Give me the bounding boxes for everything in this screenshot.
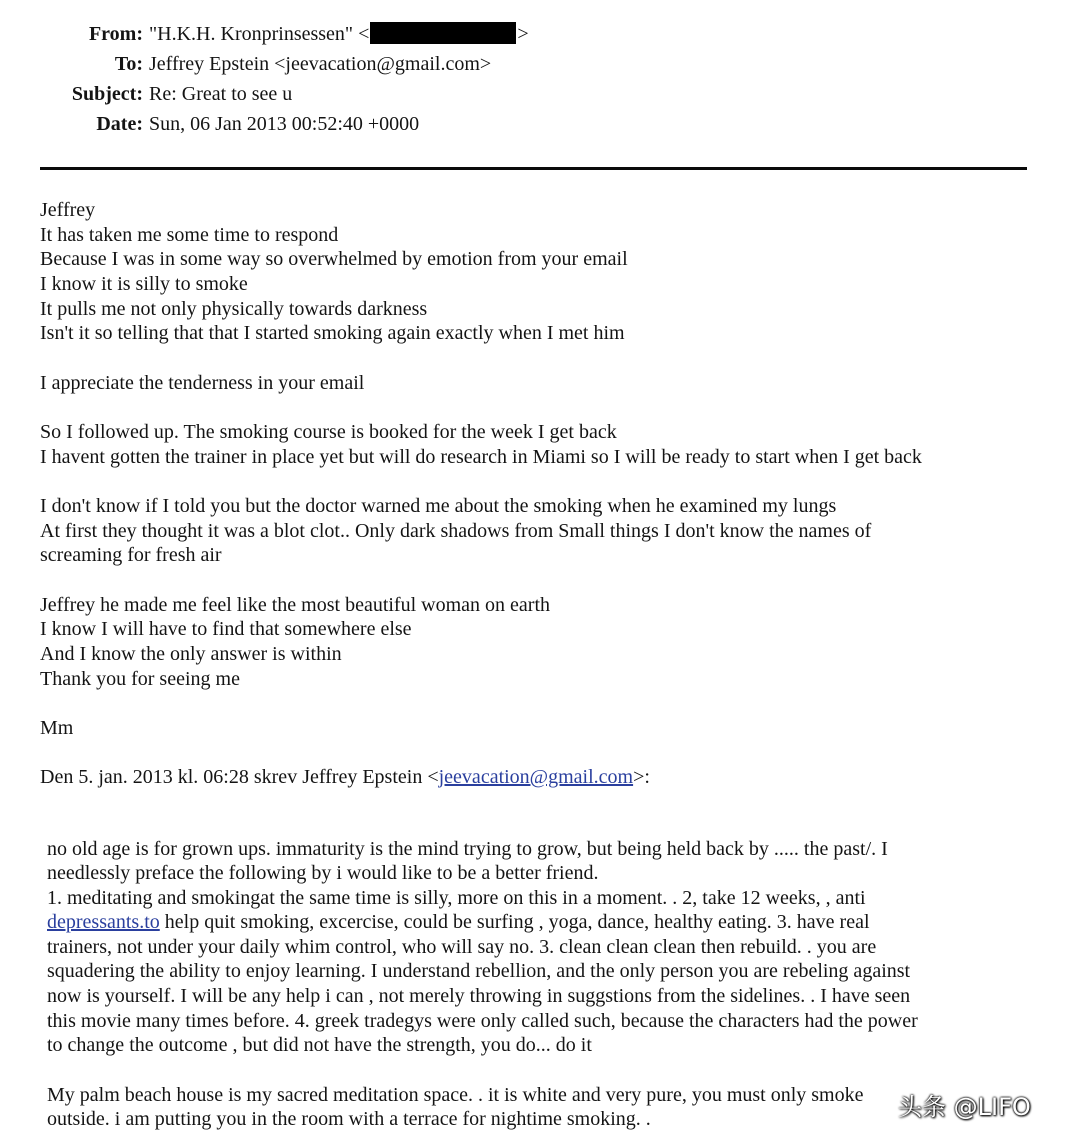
- attribution-text: Den 5. jan. 2013 kl. 06:28 skrev Jeffrey Epstein <: [40, 766, 439, 788]
- body-line: And I know the only answer is within: [40, 643, 342, 665]
- subject-label: Subject:: [71, 83, 143, 105]
- from-value: [149, 19, 529, 49]
- subject-value: Re: Great to see u: [149, 83, 293, 105]
- from-row: [0, 19, 1080, 49]
- quoted-line: My palm beach house is my sacred meditation space. . it is white and very pure, you must only smoke: [47, 1084, 864, 1106]
- date-label: Date:: [96, 113, 143, 135]
- quoted-line: trainers, not under your daily whim control, who will say no. 3. clean clean clean then rebuild. . you are: [47, 936, 877, 958]
- body-line: Thank you for seeing me: [40, 668, 240, 690]
- quoted-line: needlessly preface the following by i would like to be a better friend.: [47, 862, 599, 884]
- subject-row: [0, 79, 1080, 109]
- date-value: Sun, 06 Jan 2013 00:52:40 +0000: [149, 113, 420, 135]
- depressants-link[interactable]: depressants.to: [47, 911, 160, 933]
- quoted-line: outside. i am putting you in the room with a terrace for nightime smoking. .: [47, 1108, 651, 1130]
- from-close: >: [517, 23, 529, 45]
- quoted-line: now is yourself. I will be any help i can , not merely throwing in suggstions from the sidelines. . I have seen: [47, 985, 911, 1007]
- body-line: Because I was in some way so overwhelmed by emotion from your email: [40, 248, 628, 270]
- body-line: At first they thought it was a blot clot.. Only dark shadows from Small things I don't know the names of: [40, 520, 872, 542]
- email-link[interactable]: jeevacation@gmail.com: [438, 766, 634, 788]
- body-line: It has taken me some time to respond: [40, 224, 339, 246]
- body-line: I don't know if I told you but the doctor warned me about the smoking when he examined my lungs: [40, 495, 837, 517]
- from-name: "H.K.H. Kronprinsessen" <: [149, 23, 370, 45]
- body-line: Jeffrey he made me feel like the most beautiful woman on earth: [40, 594, 550, 616]
- to-label: To:: [114, 53, 143, 75]
- redaction-bar: [370, 22, 516, 44]
- quoted-line-rest: help quit smoking, excercise, could be surfing , yoga, dance, healthy eating. 3. have real: [159, 911, 870, 933]
- body-line: screaming for fresh air: [40, 544, 222, 566]
- signature: Mm: [40, 717, 74, 739]
- watermark: 头条 @LIFO: [898, 1093, 1031, 1121]
- quoted-line: 1. meditating and smokingat the same time is silly, more on this in a moment. . 2, take 12 weeks, , anti: [47, 887, 866, 909]
- quoted-line: [47, 910, 870, 935]
- to-value: Jeffrey Epstein <jeevacation@gmail.com>: [149, 53, 492, 75]
- body-line: I havent gotten the trainer in place yet but will do research in Miami so I will be ready to start when I get back: [40, 446, 922, 468]
- body-line: So I followed up. The smoking course is booked for the week I get back: [40, 421, 617, 443]
- body-line: I know I will have to find that somewhere else: [40, 618, 412, 640]
- body-line: Jeffrey: [40, 199, 96, 221]
- quote-attribution: [40, 765, 650, 790]
- body-line: Isn't it so telling that that I started smoking again exactly when I met him: [40, 322, 625, 344]
- quoted-line: squadering the ability to enjoy learning. I understand rebellion, and the only person you are rebeling against: [47, 960, 911, 982]
- body-line: It pulls me not only physically towards darkness: [40, 298, 428, 320]
- header-divider: [40, 167, 1027, 170]
- body-line: I appreciate the tenderness in your email: [40, 372, 365, 394]
- quoted-line: to change the outcome , but did not have the strength, you do... do it: [47, 1034, 592, 1056]
- from-label: From:: [88, 23, 143, 45]
- date-row: [0, 109, 1080, 139]
- attribution-suffix: >:: [633, 766, 650, 788]
- body-line: I know it is silly to smoke: [40, 273, 248, 295]
- quoted-line: no old age is for grown ups. immaturity is the mind trying to grow, but being held back by ..... the past/. I: [47, 838, 888, 860]
- quoted-line: this movie many times before. 4. greek tradegys were only called such, because the characters had the power: [47, 1010, 918, 1032]
- to-row: [0, 49, 1080, 79]
